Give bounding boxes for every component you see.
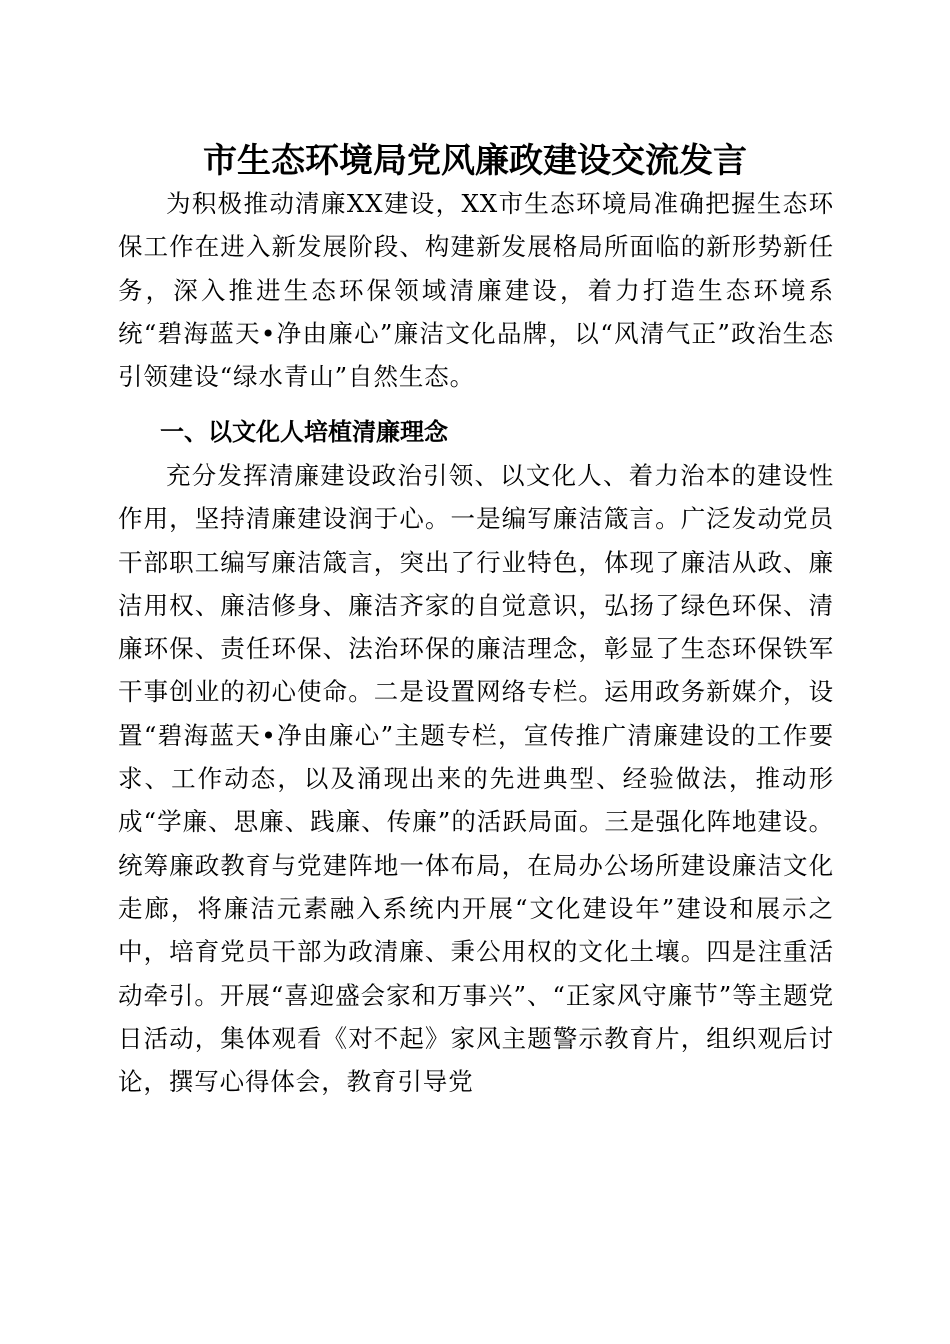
section-heading-1: 一、以文化人培植清廉理念 <box>160 418 448 446</box>
intro-paragraph: 为积极推动清廉XX建设，XX市生态环境局准确把握生态环保工作在进入新发展阶段、构建新发展格局所面临的新形势新任务，深入推进生态环保领域清廉建设，着力打造生态环境系统“碧海蓝天•净由廉心”廉洁文化品牌，以“风清气正”政治生态引领建设“绿水青山”自然生态。 <box>118 189 834 392</box>
document-title: 市生态环境局党风廉政建设交流发言 <box>203 141 747 181</box>
section-1-paragraph: 充分发挥清廉建设政治引领、以文化人、着力治本的建设性作用，坚持清廉建设润于心。一是编写廉洁箴言。广泛发动党员干部职工编写廉洁箴言，突出了行业特色，体现了廉洁从政、廉洁用权、廉洁修身、廉洁齐家的自觉意识，弘扬了绿色环保、清廉环保、责任环保、法治环保的廉洁理念，彰显了生态环保铁军干事创业的初心使命。二是设置网络专栏。运用政务新媒介，设置“碧海蓝天•净由廉心”主题专栏，宣传推广清廉建设的工作要求、工作动态，以及涌现出来的先进典型、经验做法，推动形成“学廉、思廉、践廉、传廉”的活跃局面。三是强化阵地建设。统筹廉政教育与党建阵地一体布局，在局办公场所建设廉洁文化走廊，将廉洁元素融入系统内开展“文化建设年”建设和展示之中，培育党员干部为政清廉、秉公用权的文化土壤。四是注重活动牵引。开展“喜迎盛会家和万事兴”、“正家风守廉节”等主题党日活动，集体观看《对不起》家风主题警示教育片，组织观后讨论，撰写心得体会，教育引导党 <box>118 461 834 1097</box>
